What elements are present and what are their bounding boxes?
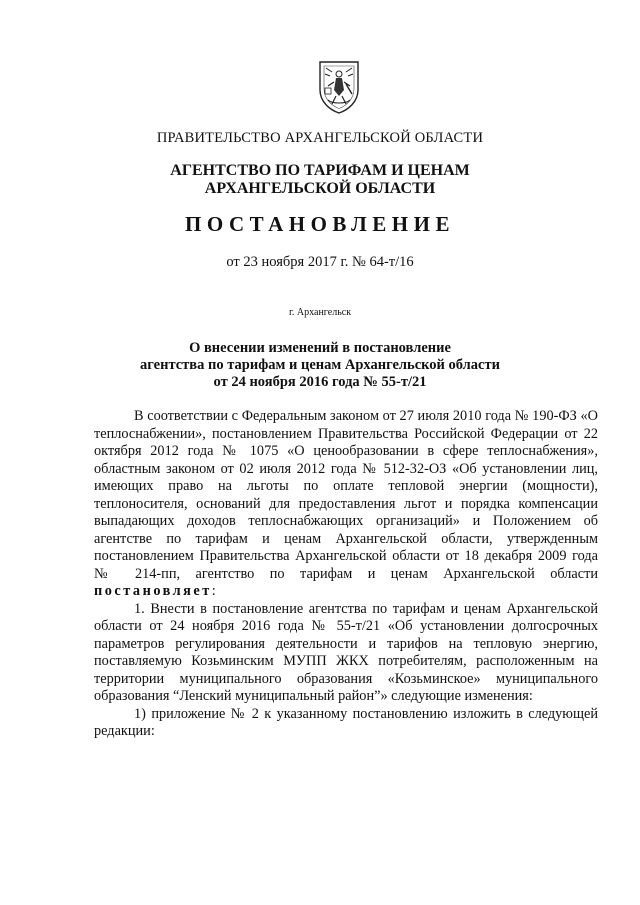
resolves-word: постановляет bbox=[94, 583, 212, 599]
agency-name-line1: АГЕНТСТВО ПО ТАРИФАМ И ЦЕНАМ bbox=[170, 162, 470, 179]
preamble-text: В соответствии с Федеральным законом от 27 июля 2010 года № 190-ФЗ «О теплоснабжении», постановлением Правительства Российской Федерации от 22 октября 2012 года № 1075 «О ценообразовании в сфере теплоснабжения», областным законом от 02 июля 2012 года № 512-32-ОЗ «Об установлении лиц, имеющих право на льготы по оплате тепловой энергии (мощности), теплоносителя, оснований для предоставления льгот и порядка компенсации выпадающих доходов теплоснабжающих организаций» и Положением об агентстве по тарифам и ценам Архангельской области, утвержденным постановлением Правительства Архангельской области от 18 декабря 2009 года № 214-пп, агентство по тарифам и ценам Архангельской области bbox=[94, 408, 598, 582]
government-name: ПРАВИТЕЛЬСТВО АРХАНГЕЛЬСКОЙ ОБЛАСТИ bbox=[156, 130, 484, 146]
body-paragraph-subitem1: 1) приложение № 2 к указанному постановлению изложить в следующей редакции: bbox=[94, 705, 598, 739]
preamble-end: : bbox=[211, 583, 216, 599]
document-body bbox=[94, 408, 598, 741]
document-date-number: от 23 ноября 2017 г. № 64-т/16 bbox=[226, 254, 414, 270]
document-subject bbox=[0, 340, 640, 391]
agency-name-line2: АРХАНГЕЛЬСКОЙ ОБЛАСТИ bbox=[204, 180, 436, 197]
body-paragraph-preamble bbox=[94, 408, 598, 601]
document-type: ПОСТАНОВЛЕНИЕ bbox=[185, 212, 455, 236]
body-paragraph-item1: 1. Внести в постановление агентства по тарифам и ценам Архангельской области от 24 ноября 2016 года № 55-т/21 «Об установлении долгосрочных параметров регулирования деятельности и тарифов на тепловую энергию, поставляемую Козьминским МУПП ЖКХ потребителям, расположенным на территории муниципального образования «Козьминское» муниципального образования “Ленский муниципальный район”» следующие изменения: bbox=[94, 600, 598, 704]
agency-name bbox=[0, 162, 640, 198]
coat-of-arms-icon bbox=[316, 60, 362, 114]
subject-line1: О внесении изменений в постановление bbox=[189, 340, 451, 356]
subject-line3: от 24 ноября 2016 года № 55-т/21 bbox=[213, 374, 427, 390]
document-city: г. Архангельск bbox=[288, 307, 352, 318]
subject-line2: агентства по тарифам и ценам Архангельской области bbox=[140, 357, 500, 373]
